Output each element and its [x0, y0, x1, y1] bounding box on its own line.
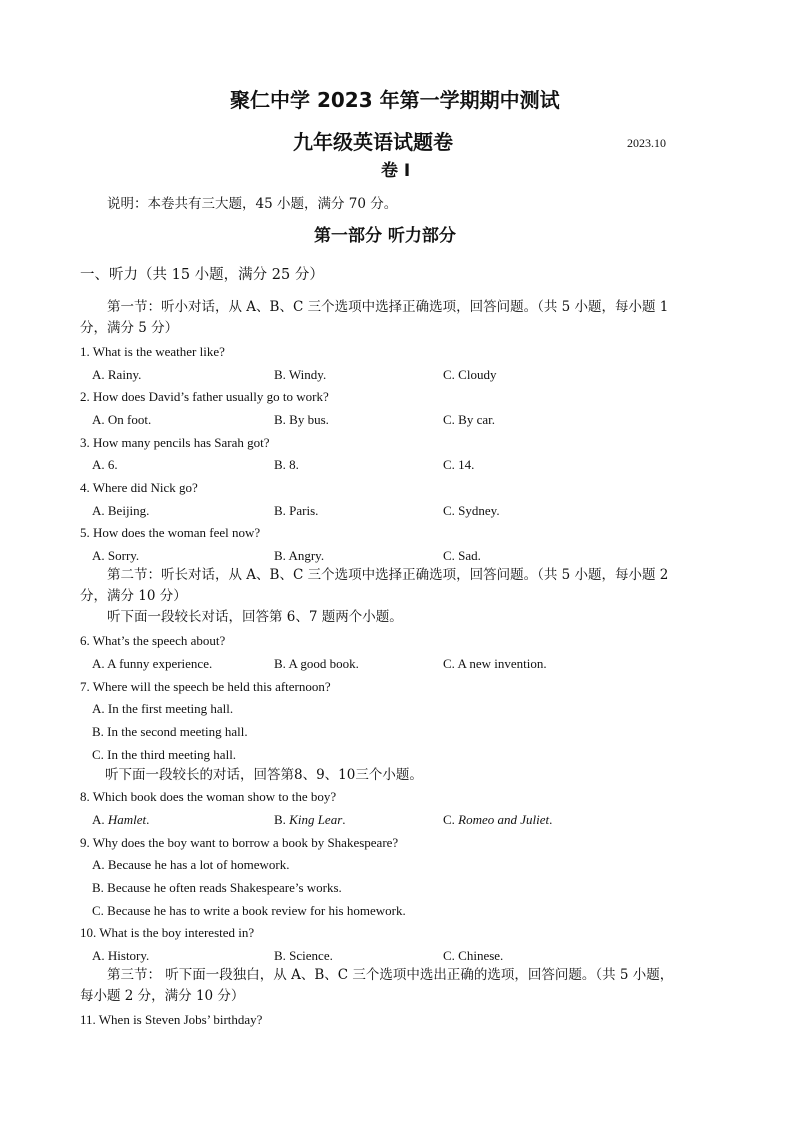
book-title: Hamlet [107, 812, 147, 827]
question-1-option-b: B. Windy. [274, 367, 327, 382]
question-10-option-b: B. Science. [274, 948, 333, 963]
question-3-option-c: C. 14. [443, 457, 475, 472]
sub1-instruction-line2: 分，满分 5 分） [80, 320, 179, 336]
question-4-option-c: C. Sydney. [443, 503, 500, 518]
option-period: . [342, 812, 346, 827]
option-period: . [146, 812, 150, 827]
option-letter: B. [274, 812, 290, 827]
question-8-option-b [274, 812, 346, 828]
question-9-stem: 9. Why does the boy want to borrow a book by Shakespeare? [80, 835, 399, 850]
volume-label: 卷 I [381, 161, 411, 181]
question-9-option-c: C. Because he has to write a book review for his homework. [92, 903, 406, 918]
question-11-stem: 11. When is Steven Jobs’ birthday? [80, 1012, 263, 1027]
question-9-option-a: A. Because he has a lot of homework. [92, 857, 290, 872]
question-6-option-c: C. A new invention. [443, 656, 547, 671]
question-3-option-b: B. 8. [274, 457, 299, 472]
question-3-stem: 3. How many pencils has Sarah got? [80, 435, 270, 450]
question-7-stem: 7. Where will the speech be held this afternoon? [80, 679, 331, 694]
part1-title: 第一部分 听力部分 [314, 226, 456, 246]
question-4-option-b: B. Paris. [274, 503, 319, 518]
question-6-option-b: B. A good book. [274, 656, 359, 671]
question-1-stem: 1. What is the weather like? [80, 344, 225, 359]
question-7-option-b: B. In the second meeting hall. [92, 724, 248, 739]
question-10-option-c: C. Chinese. [443, 948, 504, 963]
book-title: Romeo and Juliet [458, 812, 550, 827]
option-letter: C. [443, 812, 459, 827]
section1-heading: 一、听力（共 15 小题，满分 25 分） [80, 267, 324, 283]
sub2-instruction-line2: 分，满分 10 分） [80, 588, 187, 604]
question-10-option-a: A. History. [92, 948, 150, 963]
exam-date: 2023.10 [627, 136, 666, 150]
question-2-option-a: A. On foot. [92, 412, 152, 427]
question-4-stem: 4. Where did Nick go? [80, 480, 198, 495]
question-5-stem: 5. How does the woman feel now? [80, 525, 261, 540]
question-1-option-a: A. Rainy. [92, 367, 142, 382]
sub2-instruction-line1: 第二节：听长对话，从 A、B、C 三个选项中选择正确选项，回答问题。（共 5 小题，每小题 2 [107, 567, 669, 583]
question-8-option-c [443, 812, 552, 828]
option-letter: A. [92, 812, 108, 827]
question-6-option-a: A. A funny experience. [92, 656, 213, 671]
question-6-stem: 6. What’s the speech about? [80, 633, 226, 648]
option-period: . [549, 812, 553, 827]
question-9-option-b: B. Because he often reads Shakespeare’s works. [92, 880, 342, 895]
question-1-option-c: C. Cloudy [443, 367, 497, 382]
book-title: King Lear [289, 812, 343, 827]
question-3-option-a: A. 6. [92, 457, 118, 472]
question-8-stem: 8. Which book does the woman show to the boy? [80, 789, 337, 804]
question-7-option-c: C. In the third meeting hall. [92, 747, 237, 762]
question-2-stem: 2. How does David’s father usually go to work? [80, 389, 329, 404]
sub3-instruction-line2: 每小题 2 分，满分 10 分） [80, 988, 245, 1004]
exam-subtitle: 九年级英语试题卷 [293, 130, 453, 154]
exam-school-title: 聚仁中学 2023 年第一学期期中测试 [230, 88, 560, 112]
question-5-option-c: C. Sad. [443, 548, 481, 563]
sub1-instruction-line1: 第一节：听小对话，从 A、B、C 三个选项中选择正确选项，回答问题。（共 5 小题，每小题 1 [107, 299, 669, 315]
question-8-option-a [92, 812, 149, 828]
question-7-option-a: A. In the first meeting hall. [92, 701, 234, 716]
question-2-option-b: B. By bus. [274, 412, 329, 427]
question-2-option-c: C. By car. [443, 412, 495, 427]
instructions: 说明：本卷共有三大题，45 小题，满分 70 分。 [107, 196, 398, 212]
question-5-option-b: B. Angry. [274, 548, 325, 563]
listen-instruction-8-10: 听下面一段较长的对话，回答第8、9、10三个小题。 [105, 767, 423, 783]
sub3-instruction-line1: 第三节： 听下面一段独白，从 A、B、C 三个选项中选出正确的选项，回答问题。（共 5 小题， [107, 967, 674, 983]
question-4-option-a: A. Beijing. [92, 503, 150, 518]
question-5-option-a: A. Sorry. [92, 548, 140, 563]
listen-instruction-6-7: 听下面一段较长对话，回答第 6、7 题两个小题。 [107, 609, 403, 625]
question-10-stem: 10. What is the boy interested in? [80, 925, 255, 940]
